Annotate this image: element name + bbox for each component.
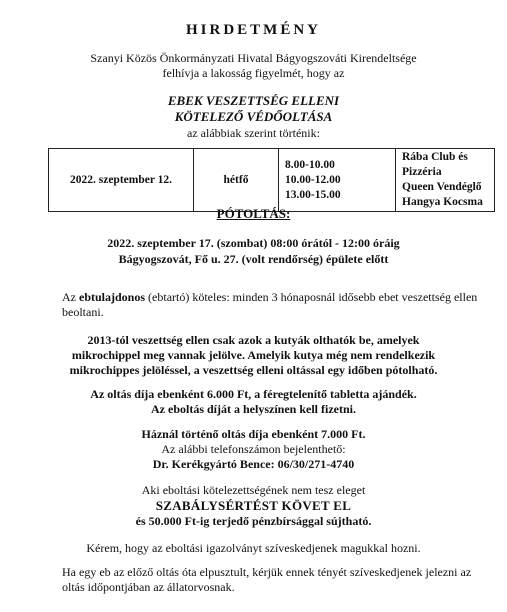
home-phone-intro: Az alábbi telefonszámon bejelenthető: xyxy=(161,442,346,456)
table-row xyxy=(49,149,495,212)
microchip-line-2: mikrochippel meg vannak jelölve. Amelyik kutya még nem rendelkezik xyxy=(71,348,436,362)
intro-line-1: Szanyi Közös Önkormányzati Hivatal Bágyogszováti Kirendeltsége xyxy=(90,51,417,65)
heading-line-1: EBEK VESZETTSÉG ELLENI xyxy=(167,93,340,108)
heading-line-2: KÖTELEZŐ VÉDŐOLTÁSA xyxy=(174,109,333,124)
schedule-places xyxy=(396,149,495,212)
penalty-line-3: és 50.000 Ft-ig terjedő pénzbírsággal sújtható. xyxy=(135,514,372,528)
heading-line-3: az alábbiak szerint történik: xyxy=(187,126,320,140)
schedule-times xyxy=(279,149,396,212)
schedule-time: 13.00-15.00 xyxy=(285,188,341,201)
potoltas-line-2: Bágyogszovát, Fő u. 27. (volt rendőrség) épülete előtt xyxy=(118,252,389,266)
microchip-line-3: mikrochippes jelöléssel, a veszettség elleni oltással egy időben pótolható. xyxy=(69,363,438,377)
schedule-time: 8.00-10.00 xyxy=(285,158,335,171)
penalty-line-1: Aki eboltási kötelezettségének nem tesz eleget xyxy=(141,483,366,497)
schedule-date: 2022. szeptember 12. xyxy=(49,149,194,212)
para1-prefix: Az xyxy=(62,290,79,304)
penalty-line-2: SZABÁLYSÉRTÉST KÖVET EL xyxy=(155,498,352,513)
schedule-day: hétfő xyxy=(194,149,279,212)
fee-line-2: Az eboltás díját a helyszínen kell fizetni. xyxy=(151,402,356,416)
certificate-request: Kérem, hogy az eboltási igazolványt szíveskedjenek magukkal hozni. xyxy=(86,541,421,555)
fee-line-1: Az oltás díja ebenként 6.000 Ft, a féregtelenítő tabletta ajándék. xyxy=(90,387,417,401)
schedule-place: Rába Club és Pizzéria xyxy=(402,151,468,178)
deceased-dog-notice: Ha egy eb az előző oltás óta elpusztult, kérjük ennek tényét szíveskedjenek jelezni az oltás időpontjában az állatorvosnak. xyxy=(62,565,472,594)
potoltas-line-1: 2022. szeptember 17. (szombat) 08:00 órától - 12:00 óráig xyxy=(107,236,400,250)
schedule-place: Queen Vendéglő xyxy=(402,181,482,193)
microchip-line-1: 2013-tól veszettség ellen csak azok a kutyák olthatók be, amelyek xyxy=(87,333,420,347)
owner-obligation-paragraph xyxy=(62,290,482,320)
vet-phone: Dr. Kerékgyártó Bence: 06/30/271-4740 xyxy=(152,457,355,471)
schedule-table xyxy=(48,148,495,212)
para1-bold: ebtulajdonos xyxy=(79,290,146,304)
intro-line-2: felhívja a lakosság figyelmét, hogy az xyxy=(162,66,345,80)
schedule-time: 10.00-12.00 xyxy=(285,173,341,186)
para1-rest: (ebtartó) köteles: minden 3 hónaposnál idősebb ebet veszettség ellen beoltani. xyxy=(62,290,478,319)
potoltas-heading: PÓTOLTÁS: xyxy=(216,206,291,221)
notice-title: HIRDETMÉNY xyxy=(185,22,321,38)
schedule-place: Hangya Kocsma xyxy=(402,196,483,208)
home-fee-line: Háznál történő oltás díja ebenként 7.000 Ft. xyxy=(141,427,366,441)
